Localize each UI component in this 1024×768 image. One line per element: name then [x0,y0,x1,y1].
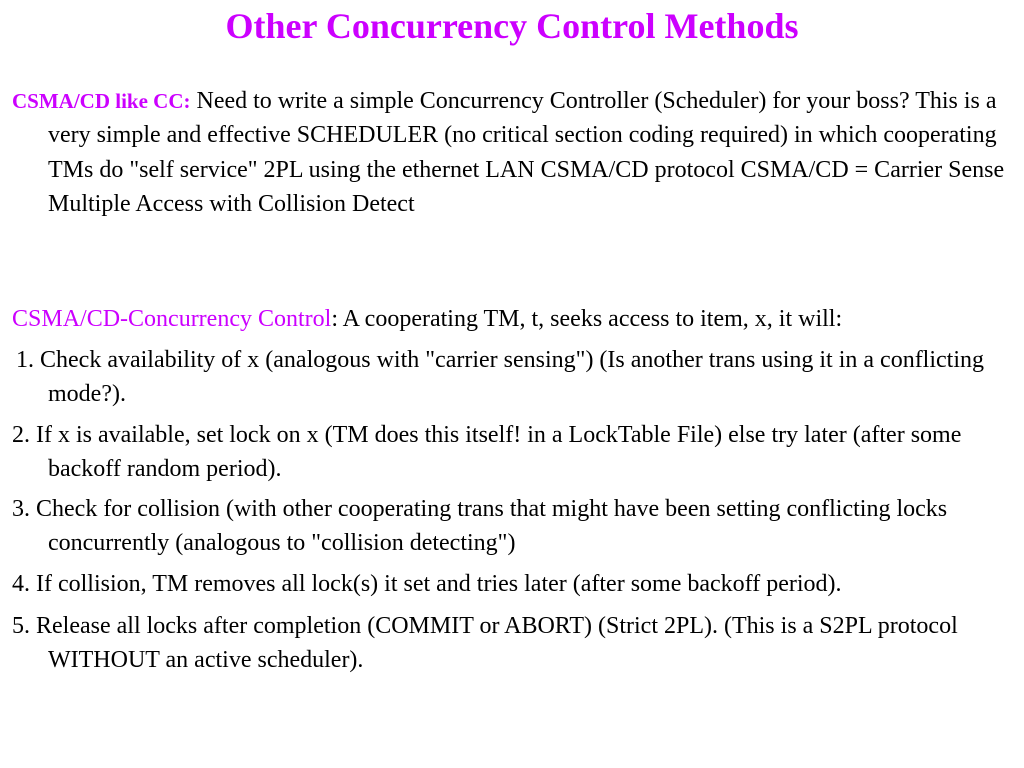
cc-section-heading [12,302,1024,336]
step-item-5: 5. Release all locks after completion (COMMIT or ABORT) (Strict 2PL). (This is a S2PL protocol WITHOUT an active scheduler). [12,613,958,674]
intro-text: Need to write a simple Concurrency Controller (Scheduler) for your boss? This is a very simple and effective SCHEDULER (no critical section coding required) in which cooperating TMs do "self service" 2PL using the ethernet LAN CSMA/CD protocol CSMA/CD = Carrier Sense Multiple Access with Collision Detect [48,88,1005,218]
step-item-4: 4. If collision, TM removes all lock(s) it set and tries later (after some backoff period). [12,571,842,597]
slide-title: Other Concurrency Control Methods [225,6,799,46]
step-item-2: 2. If x is available, set lock on x (TM does this itself! in a LockTable File) else try later (after some backoff random period). [12,422,962,483]
intro-paragraph [12,84,1017,222]
step-item-1: 1. Check availability of x (analogous with "carrier sensing") (Is another trans using it in a conflicting mode?). [16,347,985,408]
cc-section-text: : A cooperating TM, t, seeks access to item, x, it will: [331,306,843,332]
step-item-3: 3. Check for collision (with other cooperating trans that might have been setting conflicting locks concurrently (analogous to "collision detecting") [12,496,948,557]
intro-lead: CSMA/CD like CC: [12,89,191,113]
cc-section-lead: CSMA/CD-Concurrency Control [12,306,332,332]
